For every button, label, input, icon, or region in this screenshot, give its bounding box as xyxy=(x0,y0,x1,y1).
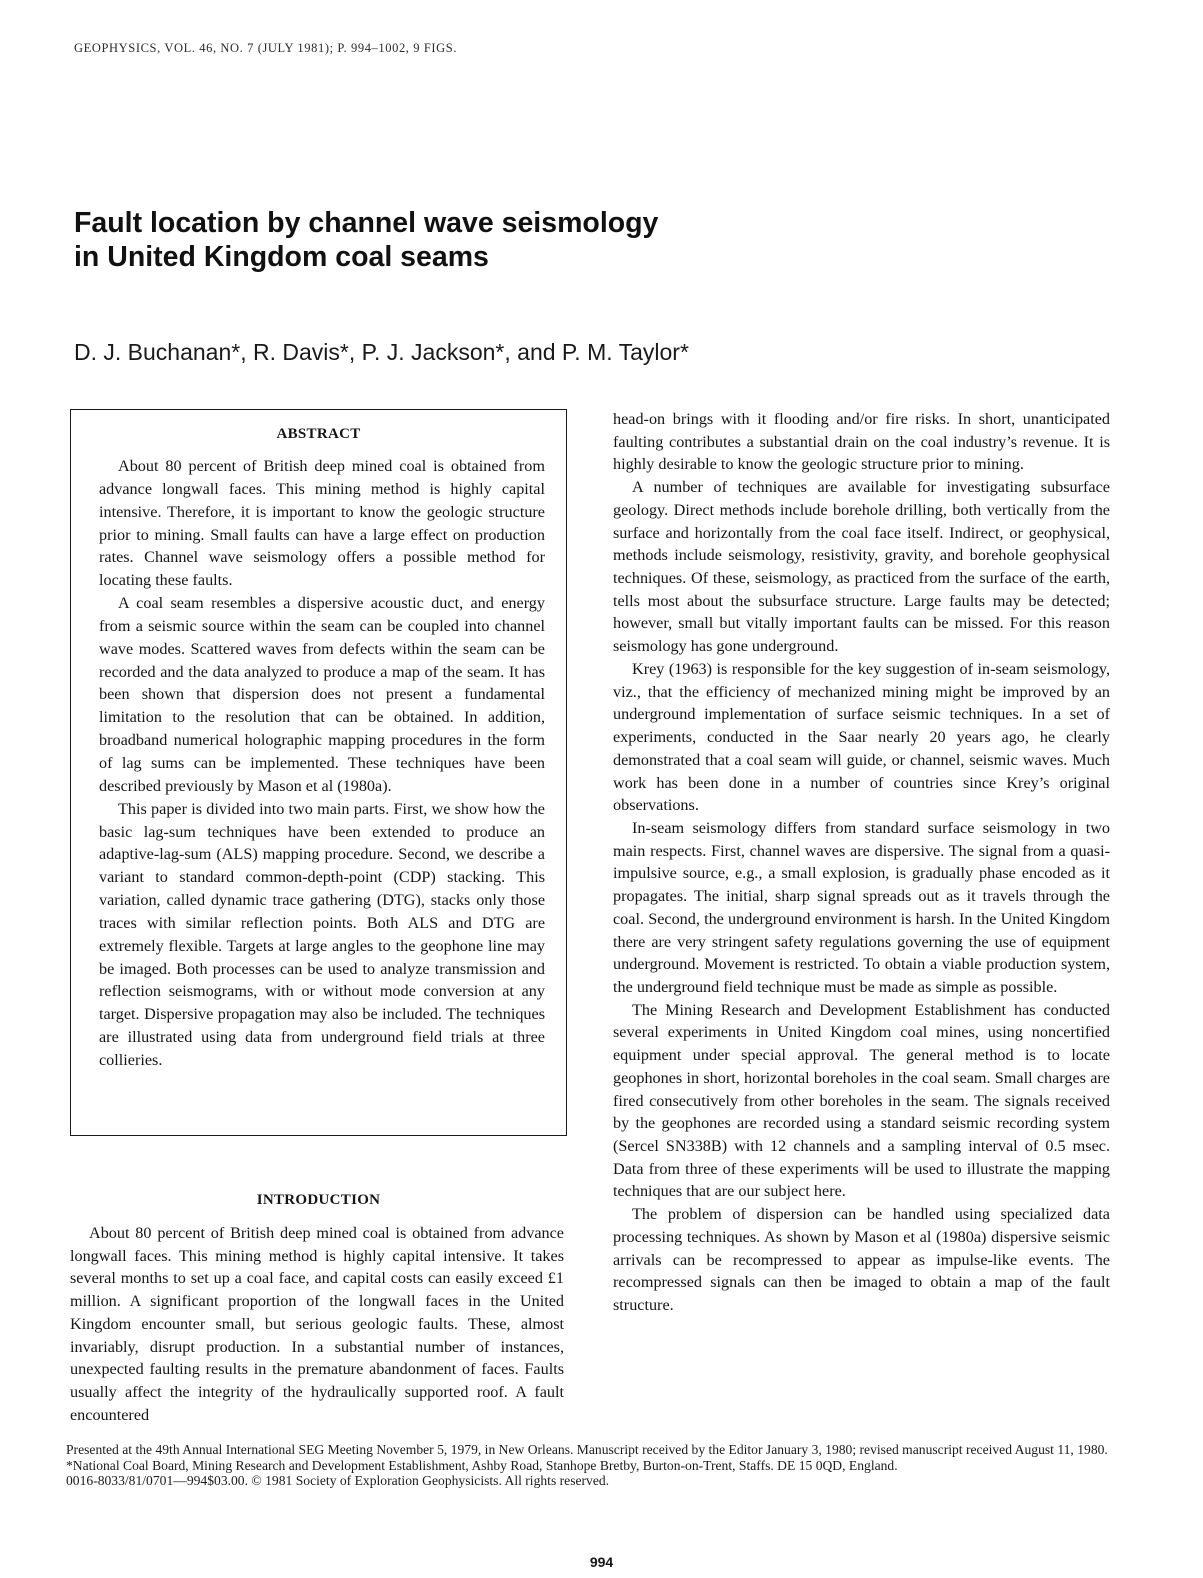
continued-paragraph: head-on brings with it flooding and/or fire risks. In short, unanticipated faulting contributes a substantial drain on the coal industry’s revenue. It is highly desirable to know the geologic structure prior to mining. xyxy=(613,410,1110,474)
body-paragraph: The problem of dispersion can be handled using specialized data processing techniques. As shown by Mason et al (1980a) dispersive seismic arrivals can be recompressed to appear as impulse-like events. The recompressed signals can then be imaged to obtain a map of the fault structure. xyxy=(613,1205,1110,1315)
abstract-box xyxy=(70,409,567,1136)
right-column-body xyxy=(613,408,1110,1317)
abstract-paragraph: This paper is divided into two main parts. First, we show how the basic lag-sum techniques have been extended to produce an adaptive-lag-sum (ALS) mapping procedure. Second, we describe a variant to standard common-depth-point (CDP) stacking. This variation, called dynamic trace gathering (DTG), stacks only those traces with similar reflection points. Both ALS and DTG are extremely flexible. Targets at large angles to the geophone line may be imaged. Both processes can be used to analyze transmission and reflection seismograms, with or without mode conversion at any target. Dispersive propagation may also be included. The techniques are illustrated using data from underground field trials at three collieries. xyxy=(99,799,545,1069)
page-number: 994 xyxy=(589,1554,614,1570)
abstract-paragraph: A coal seam resembles a dispersive acoustic duct, and energy from a seismic source within the seam can be coupled into channel wave modes. Scattered waves from defects within the seam can be recorded and the data analyzed to produce a map of the seam. It has been shown that dispersion does not present a fundamental limitation to the resolution that can be obtained. In addition, broadband numerical holographic mapping procedures in the form of lag sums can be implemented. These techniques have been described previously by Mason et al (1980a). xyxy=(99,594,545,795)
paper-title xyxy=(74,206,658,274)
body-paragraph: In-seam seismology differs from standard surface seismology in two main respects. First, channel waves are dispersive. The signal from a quasi-impulsive source, e.g., a small explosion, is gradually phase encoded as it propagates. The initial, sharp signal spreads out as it travels through the coal. Second, the underground environment is harsh. In the United Kingdom there are very stringent safety regulations governing the use of equipment underground. Movement is restricted. To obtain a viable production system, the underground field technique must be made as simple as possible. xyxy=(613,818,1110,996)
paper-title-line-1: Fault location by channel wave seismology xyxy=(74,207,659,239)
abstract-paragraph: About 80 percent of British deep mined coal is obtained from advance longwall faces. This mining method is highly capital intensive. Therefore, it is important to know the geologic structure prior to mining. Small faults can have a large effect on production rates. Channel wave seismology offers a possible method for locating these faults. xyxy=(99,457,545,590)
author-list: D. J. Buchanan*, R. Davis*, P. J. Jackson*, and P. M. Taylor* xyxy=(74,339,689,365)
body-paragraph: The Mining Research and Development Establishment has conducted several experiments in United Kingdom coal mines, using noncertified equipment under special approval. The general method is to locate geophones in short, horizontal boreholes in the coal seam. Small charges are fired consecutively from other boreholes in the seam. The signals received by the geophones are recorded using a standard seismic recording system (Sercel SN338B) with 12 channels and a sampling interval of 0.5 msec. Data from three of these experiments will be used to illustrate the mapping techniques that are our subject here. xyxy=(613,1000,1110,1201)
paper-title-line-2: in United Kingdom coal seams xyxy=(74,241,489,273)
introduction-body xyxy=(70,1222,564,1426)
introduction-paragraph: About 80 percent of British deep mined coal is obtained from advance longwall faces. This mining method is highly capital intensive. It takes several months to set up a coal face, and capital costs can easily exceed £1 million. A significant proportion of the longwall faces in the United Kingdom encounter small, but serious geologic faults. These, almost invariably, disrupt production. In a substantial number of instances, unexpected faulting results in the premature abandonment of faces. Faults usually affect the integrity of the hydraulically supported roof. A fault encountered xyxy=(70,1224,564,1424)
abstract-body xyxy=(99,455,545,1072)
journal-citation-header: GEOPHYSICS, VOL. 46, NO. 7 (JULY 1981); P. 994–1002, 9 FIGS. xyxy=(74,41,458,55)
body-paragraph: A number of techniques are available for investigating subsurface geology. Direct methods include borehole drilling, both vertically from the surface and horizontally from the coal face itself. Indirect, or geophysical, methods include seismology, resistivity, gravity, and borehole geophysical techniques. Of these, seismology, as practiced from the surface of the earth, tells most about the subsurface structure. Large faults may be detected; however, small but vitally important faults can be missed. For this reason seismology has gone underground. xyxy=(613,478,1110,656)
body-paragraph: Krey (1963) is responsible for the key suggestion of in-seam seismology, viz., that the efficiency of mechanized mining might be improved by an underground implementation of surface seismic techniques. In a set of experiments, conducted in the Saar nearly 20 years ago, he clearly demonstrated that a coal seam will guide, or channel, seismic waves. Much work has been done in a number of countries since Krey’s original observations. xyxy=(613,659,1110,815)
abstract-heading: ABSTRACT xyxy=(276,426,361,442)
footnote-presented: Presented at the 49th Annual International SEG Meeting November 5, 1979, in New Orleans. Manuscript received by the Editor January 3, 1980; revised manuscript received August 11, 1980. xyxy=(66,1442,1108,1457)
footnote-copyright: 0016-8033/81/0701—994$03.00. © 1981 Society of Exploration Geophysicists. All rights reserved. xyxy=(66,1473,610,1489)
footnote-affiliation: *National Coal Board, Mining Research and Development Establishment, Ashby Road, Stanhope Bretby, Burton-on-Trent, Staffs. DE 15 0QD, England. xyxy=(66,1457,898,1473)
footnotes xyxy=(66,1442,1111,1489)
introduction-heading: INTRODUCTION xyxy=(256,1192,381,1208)
